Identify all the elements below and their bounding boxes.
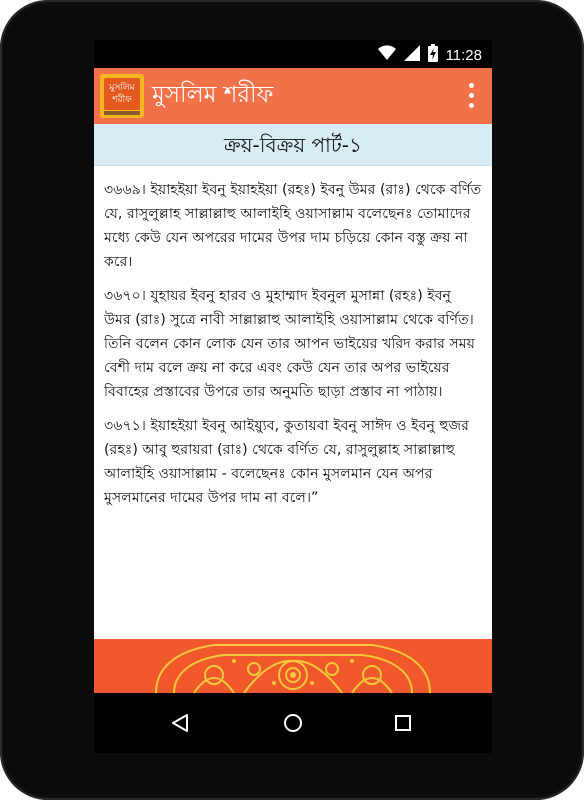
wifi-icon <box>378 45 396 65</box>
app-logo <box>100 74 144 118</box>
chapter-title: ক্রয়-বিক্রয় পার্ট-১ <box>94 124 492 166</box>
overflow-menu-icon[interactable] <box>464 82 478 110</box>
screen <box>94 40 492 753</box>
logo-text-line2: শরীফ <box>112 95 132 105</box>
home-icon[interactable] <box>275 705 311 741</box>
ornament-banner <box>94 639 492 693</box>
logo-text-line1: মুসলিম <box>109 83 135 93</box>
back-icon[interactable] <box>162 705 198 741</box>
content-area[interactable] <box>94 124 492 639</box>
book-icon <box>104 78 140 110</box>
app-bar <box>94 68 492 124</box>
logo-base <box>104 111 140 115</box>
app-title: মুসলিম শরীফ <box>152 82 274 108</box>
hadith-text-3669: ৩৬৬৯। ইয়াহইয়া ইবনু ইয়াহইয়া (রহঃ) ইবনু উমর (রাঃ) থেকে বর্ণিত যে, রাসুলুল্লাহ সাল্লাল্লাহু আলাইহি ওয়াসাল্লাম বলেছেনঃ তোমাদের মধ্যে কেউ যেন অপরের দামের উপর দাম চড়িয়ে কোন বস্তু ক্রয় না করে। <box>104 182 482 270</box>
status-time: 11:28 <box>445 46 482 64</box>
hadith-text-3671: ৩৬৭১। ইয়াহইয়া ইবনু আইয়্যুব, কুতায়বা ইবনু সাঈদ ও ইবনু হুজর (রহঃ) আবু হুরায়রা (রাঃ) থেকে বর্ণিত যে, রাসুলুল্লাহ সাল্লাল্লাহু আলাইহি ওয়াসাল্লাম - বলেছেনঃ কোন মুসলমান যেন অপর মুসলমানের দামের উপর দাম না বলে।” <box>104 418 469 506</box>
status-bar <box>94 40 492 68</box>
ornament-pattern-icon <box>94 639 492 693</box>
navigation-bar <box>94 693 492 753</box>
recents-icon[interactable] <box>385 705 421 741</box>
hadith-text-3670: ৩৬৭০। যুহায়র ইবনু হারব ও মুহাম্মাদ ইবনুল মুসান্না (রহঃ) ইবনু উমর (রাঃ) সুত্রে নাবী সাল্লাল্লাহু আলাইহি ওয়াসাল্লাম থেকে বর্ণিত। তিনি বলেন কোন লোক যেন তার আপন ভাইয়ের খরিদ করার সময় বেশী দাম বলে ক্রয় না করে এবং কেউ যেন তার অপর ভাইয়ের বিবাহের প্রস্তাবের উপরে তার অনুমতি ছাড়া প্রস্তাব না পাঠায়। <box>104 288 476 400</box>
signal-icon <box>404 45 420 65</box>
battery-charging-icon <box>428 44 438 66</box>
